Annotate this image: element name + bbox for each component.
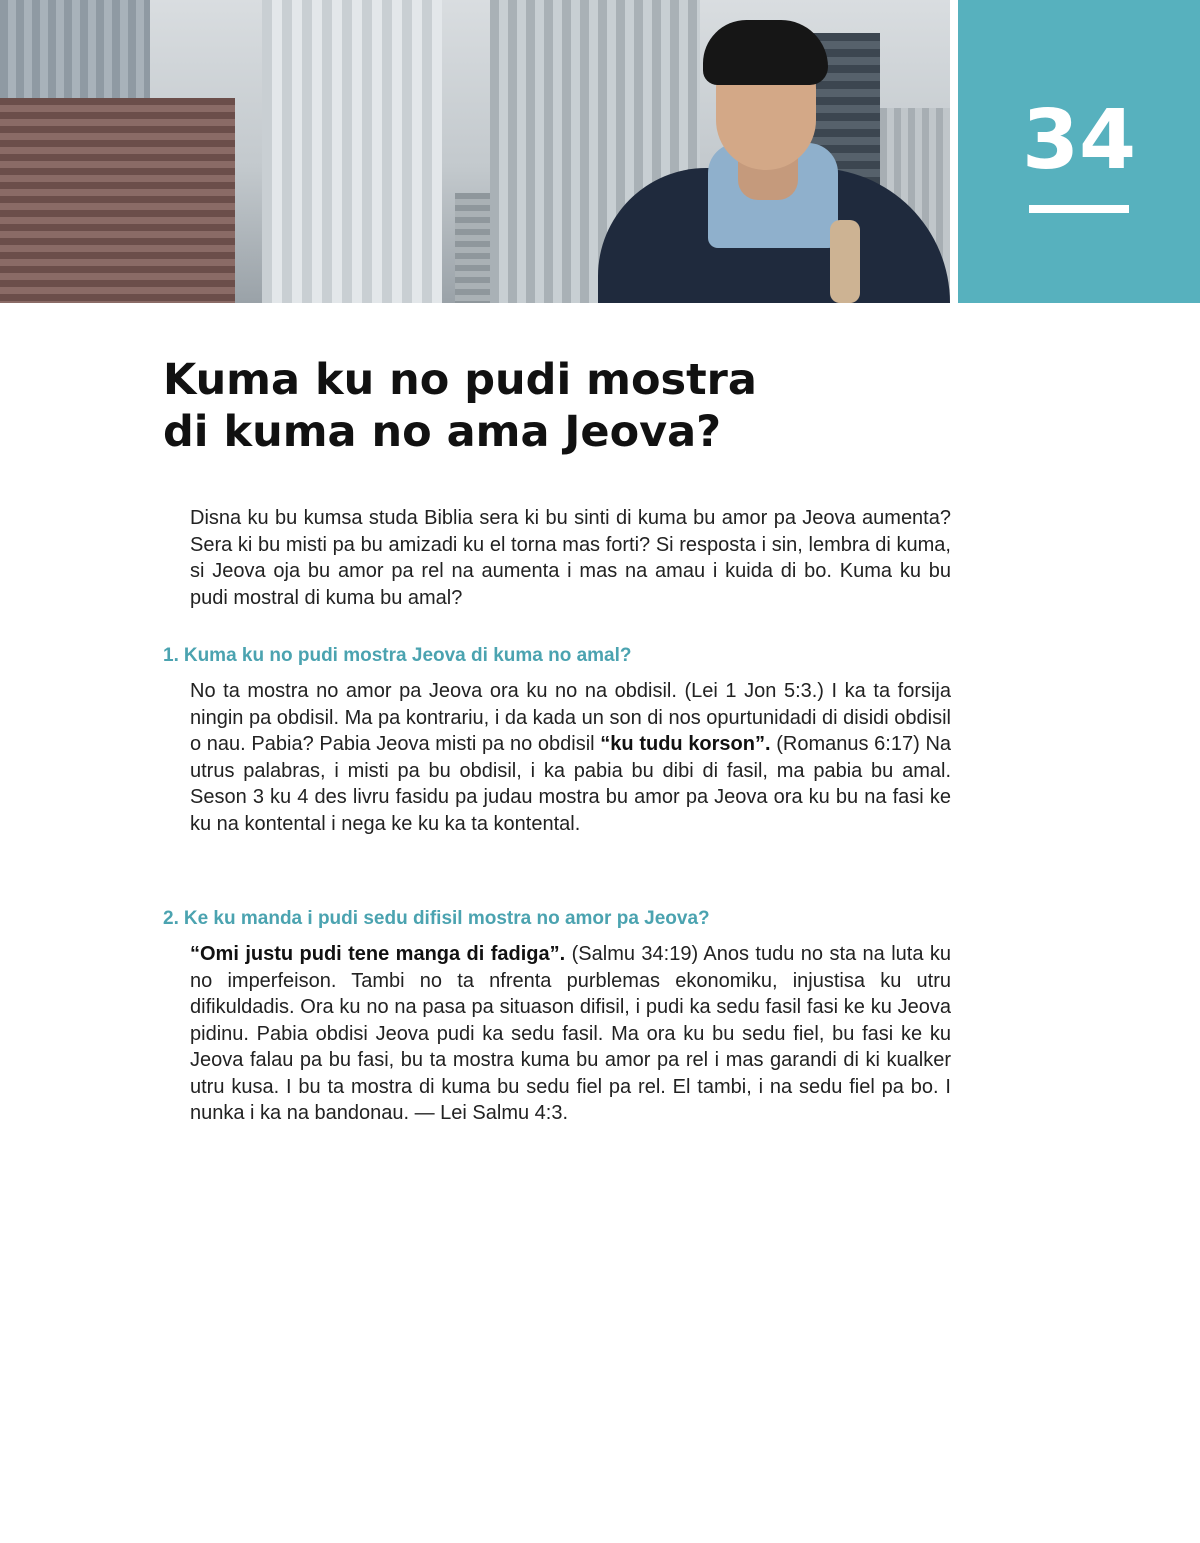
question-number: 1. — [163, 645, 179, 666]
intro-paragraph: Disna ku bu kumsa studa Biblia sera ki bu sinti di kuma bu amor pa Jeova aumenta? Sera ki bu misti pa bu amizadi ku el torna mas forti? Si resposta i sin, lembra di kuma, si Jeova oja bu amor pa rel na aumenta i mas na amau i kuida di bo. Kuma ku bu pudi mostral di kuma bu amal? — [190, 507, 951, 609]
question-text: Ke ku manda i pudi sedu difisil mostra no amor pa Jeova? — [183, 908, 710, 929]
building — [0, 0, 150, 110]
answer-text: (Salmu 34:19) Anos tudu no sta na luta ku no imperfeison. Tambi no ta nfrenta purblemas ekonomiku, injustisa ku utru difikuldadis. Ora ku no na pasa pa situason difisil, i pudi ka sedu fasil fasi ke ku Jeova pidinu. Pabia obdisi Jeova pudi ka sedu fasil. Ma ora ku bu sedu fiel, bu fasi ke ku Jeova falau pa bu fasi, bu ta mostra kuma bu amor pa rel i mas garandi di ki kualker utru kusa. I bu ta mostra di kuma bu sedu fiel pa rel. El tambi, i na sedu fiel pa bo. I nunka i ka na bandonau. — Lei Salmu 4:3. — [190, 943, 951, 1124]
title-line: di kuma no ama Jeova? — [163, 407, 722, 457]
question-1-heading — [163, 644, 953, 668]
header-photo — [0, 0, 950, 303]
answer-text: No ta mostra no amor pa Jeova ora ku no na obdisil. (Lei 1 Jon 5:3.) I ka ta forsija ningin pa obdisil. Ma pa kontrariu, i da kada un son di nos opurtunidadi di disidi obdisil o nau. Pabia? Pabia Jeova misti pa no obdisil — [190, 680, 951, 755]
scripture-quote: “ku tudu korson”. — [600, 733, 771, 755]
young-man-figure — [598, 20, 950, 303]
title-line: Kuma ku no pudi mostra — [163, 355, 757, 405]
chapter-badge — [958, 0, 1200, 303]
chapter-underline — [1029, 205, 1129, 213]
page-title — [163, 354, 923, 458]
answer-2-paragraph — [190, 941, 951, 1127]
answer-1-paragraph — [190, 678, 951, 837]
building — [262, 0, 442, 303]
answer-text: (Romanus 6:17) Na utrus palabras, i misti pa bu obdisil, i ka pabia bu dibi di fasil, ma pabia bu amal. Seson 3 ku 4 des livru fasidu pa judau mostra bu amor pa Jeova ora ku bu na fasi ke ku na kontental i nega ke ku ka ta kontental. — [190, 733, 952, 835]
building — [0, 98, 235, 303]
question-number: 2. — [163, 908, 179, 929]
chapter-number: 34 — [1021, 93, 1137, 188]
scripture-quote: “Omi justu pudi tene manga di fadiga”. — [190, 943, 566, 965]
question-2-heading — [163, 907, 953, 931]
question-text: Kuma ku no pudi mostra Jeova di kuma no amal? — [183, 645, 632, 666]
